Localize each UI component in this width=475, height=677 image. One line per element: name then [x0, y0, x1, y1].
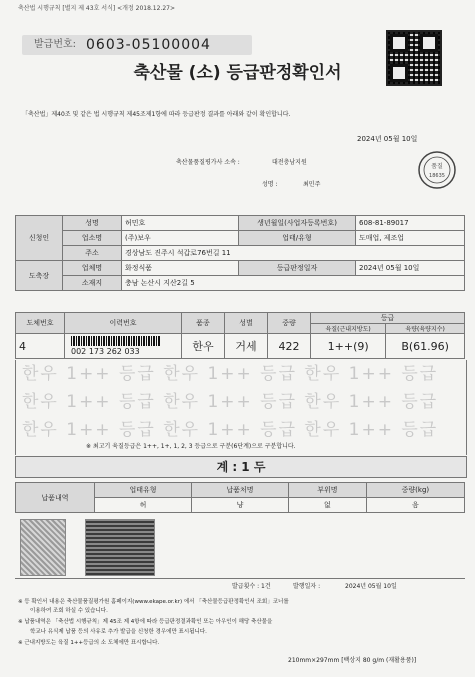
watermark-row: 한우 1++ 등급 한우 1++ 등급 한우 1++ 등급 — [22, 364, 439, 384]
applicant-section-label: 신청인 — [16, 216, 63, 261]
date-text: 2024년 05월 10일 — [357, 135, 418, 143]
document-title: 축산물 (소) 등급판정확인서 — [133, 63, 342, 83]
grade-col-quality: 육질(근내지방도) — [311, 324, 386, 334]
footer-note: ※ 납품내역은 「축산법 시행규칙」제 45조 제 4항에 따라 등급판정결과확인 또는 아우인이 해당 축산물을 — [18, 619, 273, 625]
delivery-value: 허 — [95, 498, 192, 513]
issue-number-box — [22, 35, 252, 55]
grade-col-weight: 중량 — [268, 313, 311, 334]
grading-date: 2024년 05월 10일 — [356, 261, 465, 276]
delivery-col-weight: 중량(kg) — [366, 483, 464, 498]
weight-value: 422 — [268, 334, 311, 359]
grade-col-yield: 육량(육량지수) — [386, 324, 465, 334]
name-label: 성명 : — [262, 181, 278, 188]
applicant-regno: 608-81-89017 — [356, 216, 465, 231]
yield-grade-value: B(61.96) — [386, 334, 465, 359]
footer-note: 이용하여 조회 하실 수 있습니다. — [30, 608, 108, 614]
applicant-address-key: 주소 — [63, 246, 122, 261]
applicant-type-key: 업태/유형 — [239, 231, 356, 246]
name-value: 최민주 — [303, 181, 321, 188]
footer-note: ※ 근내지방도는 육질 1++등급의 소 도체에만 표시합니다. — [18, 640, 160, 646]
trace-cell — [65, 334, 182, 359]
quality-grade-value: 1++(9) — [311, 334, 386, 359]
watermark-row: 한우 1++ 등급 한우 1++ 등급 한우 1++ 등급 — [22, 420, 439, 440]
grading-date-key: 등급판정일자 — [239, 261, 356, 276]
footer-note: ※ 등 확인서 내용은 축산물품질평가원 홈페이지(www.ekape.or.kr) 에서 「축산물등급판정확인서 조회」코너를 — [18, 599, 289, 605]
carcass-photo — [20, 519, 66, 576]
total-row — [15, 456, 467, 478]
applicant-type: 도매업, 제조업 — [356, 231, 465, 246]
org-label: 축산물품질평가사 소속 : — [176, 159, 240, 166]
official-seal — [417, 150, 457, 190]
issue-count: 발급횟수 : 1건 — [232, 583, 271, 590]
grade-col-carcass: 도체번호 — [16, 313, 65, 334]
applicant-name-key: 성명 — [63, 216, 122, 231]
applicant-biz-key: 업소명 — [63, 231, 122, 246]
paper-spec: 210mm×297mm [백상지 80 g/m (재활용품)] — [288, 657, 417, 664]
delivery-table — [15, 482, 465, 513]
delivery-col-place: 납품처명 — [192, 483, 289, 498]
issue-number-label: 발급번호: — [34, 39, 77, 50]
svg-text:품질: 품질 — [431, 163, 443, 170]
delivery-col-part: 부위명 — [289, 483, 367, 498]
delivery-col-type: 업태유형 — [95, 483, 192, 498]
applicant-regno-key: 생년월일(사업자등록번호) — [239, 216, 356, 231]
org-name: 대전충남지원 — [272, 159, 307, 166]
regulation-text: 축산법 시행규칙 [별지 제 43호 서식] <개정 2018.12.27> — [18, 5, 176, 12]
slaughter-section-label: 도축장 — [16, 261, 63, 291]
svg-text:18635: 18635 — [429, 173, 445, 179]
delivery-value: 없 — [289, 498, 367, 513]
grade-col-trace: 이력번호 — [65, 313, 182, 334]
breed-value: 한우 — [182, 334, 225, 359]
grade-col-sex: 성별 — [225, 313, 268, 334]
delivery-value: 냥 — [192, 498, 289, 513]
carcass-photo — [85, 519, 155, 576]
grade-col-group: 등급 — [311, 313, 465, 324]
delivery-value: 음 — [366, 498, 464, 513]
trace-number: 002 173 262 033 — [71, 347, 140, 356]
slaughter-location: 충남 논산시 지산2길 5 — [122, 276, 465, 291]
carcass-number: 4 — [16, 334, 65, 359]
grade-table — [15, 312, 465, 359]
applicant-address: 경상남도 진주시 석갑로76번길 11 — [122, 246, 465, 261]
slaughter-name-key: 업체명 — [63, 261, 122, 276]
slaughter-location-key: 소재지 — [63, 276, 122, 291]
applicant-name: 허민호 — [122, 216, 239, 231]
watermark-area — [15, 360, 467, 455]
issue-date-label: 발행일자 : — [293, 583, 321, 590]
intro-text: 「축산법」제40조 및 같은 법 시행규칙 제45조제1항에 따라 등급판정 결과를 아래와 같이 확인합니다. — [22, 111, 291, 118]
barcode — [71, 336, 161, 346]
sex-value: 거세 — [225, 334, 268, 359]
issue-date: 2024년 05월 10일 — [345, 583, 397, 590]
delivery-section-label: 납품내역 — [16, 483, 95, 513]
applicant-table — [15, 215, 465, 291]
issue-number: 0603-05100004 — [86, 37, 211, 53]
grade-note: ※ 최고기 육질등급은 1++, 1+, 1, 2, 3 등급으로 구분(6단계)으로 구분합니다. — [86, 443, 296, 450]
slaughter-name: 화정식품 — [122, 261, 239, 276]
applicant-biz: (주)보우 — [122, 231, 239, 246]
divider — [15, 578, 465, 579]
grade-row — [16, 334, 465, 359]
grade-col-breed: 품종 — [182, 313, 225, 334]
total-label: 계 : 1 두 — [216, 460, 266, 474]
footer-note: 학교나 유식제 납품 등의 사유로 추가 발급을 신청한 경우에만 표시됩니다. — [30, 629, 207, 635]
watermark-row: 한우 1++ 등급 한우 1++ 등급 한우 1++ 등급 — [22, 392, 439, 412]
